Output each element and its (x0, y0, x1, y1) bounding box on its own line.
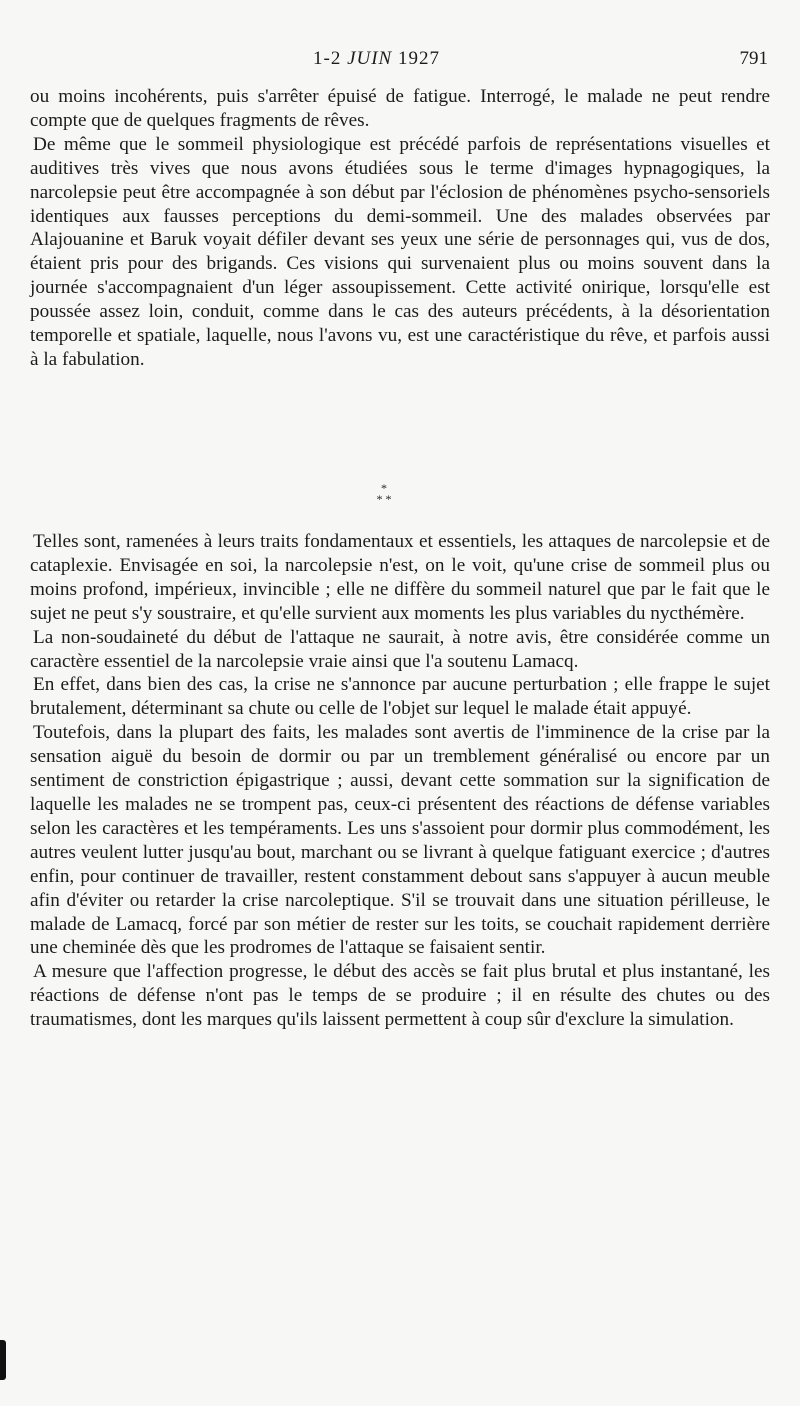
asterism-top: * (381, 481, 387, 495)
header-date (313, 48, 440, 70)
paragraph-hypnagogic: De même que le sommeil physiologique est précédé parfois de représentations visuelles et auditives très vives que nous avons étudiées sous le terme d'images hypnagogiques, la narcolepsie peut être accompagnée à son début par l'éclosion de phénomènes psycho-sensoriels identiques aux fausses perceptions du demi-sommeil. Une des malades observées par Alajouanine et Baruk voyait défiler devant ses yeux une série de personnages qui, vus de dos, étaient pris pour des brigands. Ces visions qui survenaient plus ou moins souvent dans la journée s'accompagnaient d'un léger assoupissement. Cette activité onirique, lorsqu'elle est poussée assez loin, conduit, comme dans le cas des auteurs précédents, à la désorientation temporelle et spatiale, laquelle, nous l'avons vu, est une caractéristique du rêve, et parfois aussi à la fabulation. (30, 133, 770, 370)
header-day-range: 1-2 (313, 48, 342, 69)
page-number: 791 (739, 48, 768, 69)
paragraph-telles-sont: Telles sont, ramenées à leurs traits fondamentaux et essentiels, les attaques de narcolepsie et de cataplexie. Envisagée en soi, la narcolepsie n'est, on le voit, qu'une crise de sommeil plus ou moins profond, impérieux, invincible ; elle ne diffère du sommeil naturel que par le fait que le sujet ne peut s'y soustraire, et qu'elle survient aux moments les plus variables du nycthémère. (30, 531, 770, 624)
paragraph-a-mesure: A mesure que l'affection progresse, le début des accès se fait plus brutal et plus instantané, les réactions de défense n'ont pas le temps de se produire ; il en résulte des chutes ou des traumatismes, dont les marques qu'ils laissent permettent à coup sûr d'exclure la simulation. (30, 961, 770, 1031)
paragraph-toutefois: Toutefois, dans la plupart des faits, les malades sont avertis de l'imminence de la crise par la sensation aiguë du besoin de dormir ou par un tremblement généralisé ou encore par un sentiment de constriction épigastrique ; aussi, devant cette sommation sur la signification de laquelle les malades ne se trompent pas, ceux-ci présentent des réactions de défense variables selon les caractères et les tempéraments. Les uns s'assoient pour dormir plus commodément, les autres veulent lutter jusqu'au bout, marchant ou se livrant à quelque fatiguant exercice ; d'autres enfin, pour continuer de travailler, restent constamment debout sans s'appuyer à aucun meuble afin d'éviter ou retarder la crise narcoleptique. S'il se trouvait dans une situation périlleuse, le malade de Lamacq, forcé par son métier de rester sur les toits, se couchait rapidement derrière une cheminée dès que les prodromes de l'attaque se faisaient sentir. (30, 722, 770, 959)
asterism-bottom: * * (376, 492, 392, 506)
running-header (0, 44, 800, 74)
text-block-bottom (30, 530, 770, 1032)
paragraph-continuation: ou moins incohérents, puis s'arrêter épuisé de fatigue. Interrogé, le malade ne peut rendre compte que de quelques fragments de rêves. (30, 86, 770, 131)
paragraph-non-soudainete: La non-soudaineté du début de l'attaque ne saurait, à notre avis, être considérée comme un caractère essentiel de la narcolepsie vraie ainsi que l'a soutenu Lamacq. (30, 626, 770, 672)
text-block-top (30, 85, 770, 372)
paragraph-en-effet: En effet, dans bien des cas, la crise ne s'annonce par aucune perturbation ; elle frappe le sujet brutalement, déterminant sa chute ou celle de l'objet sur lequel le malade était appuyé. (30, 674, 770, 720)
header-month: JUIN (347, 48, 393, 69)
header-year: 1927 (397, 48, 440, 69)
scan-edge-mark (0, 1340, 6, 1380)
section-separator-asterism (372, 483, 396, 509)
